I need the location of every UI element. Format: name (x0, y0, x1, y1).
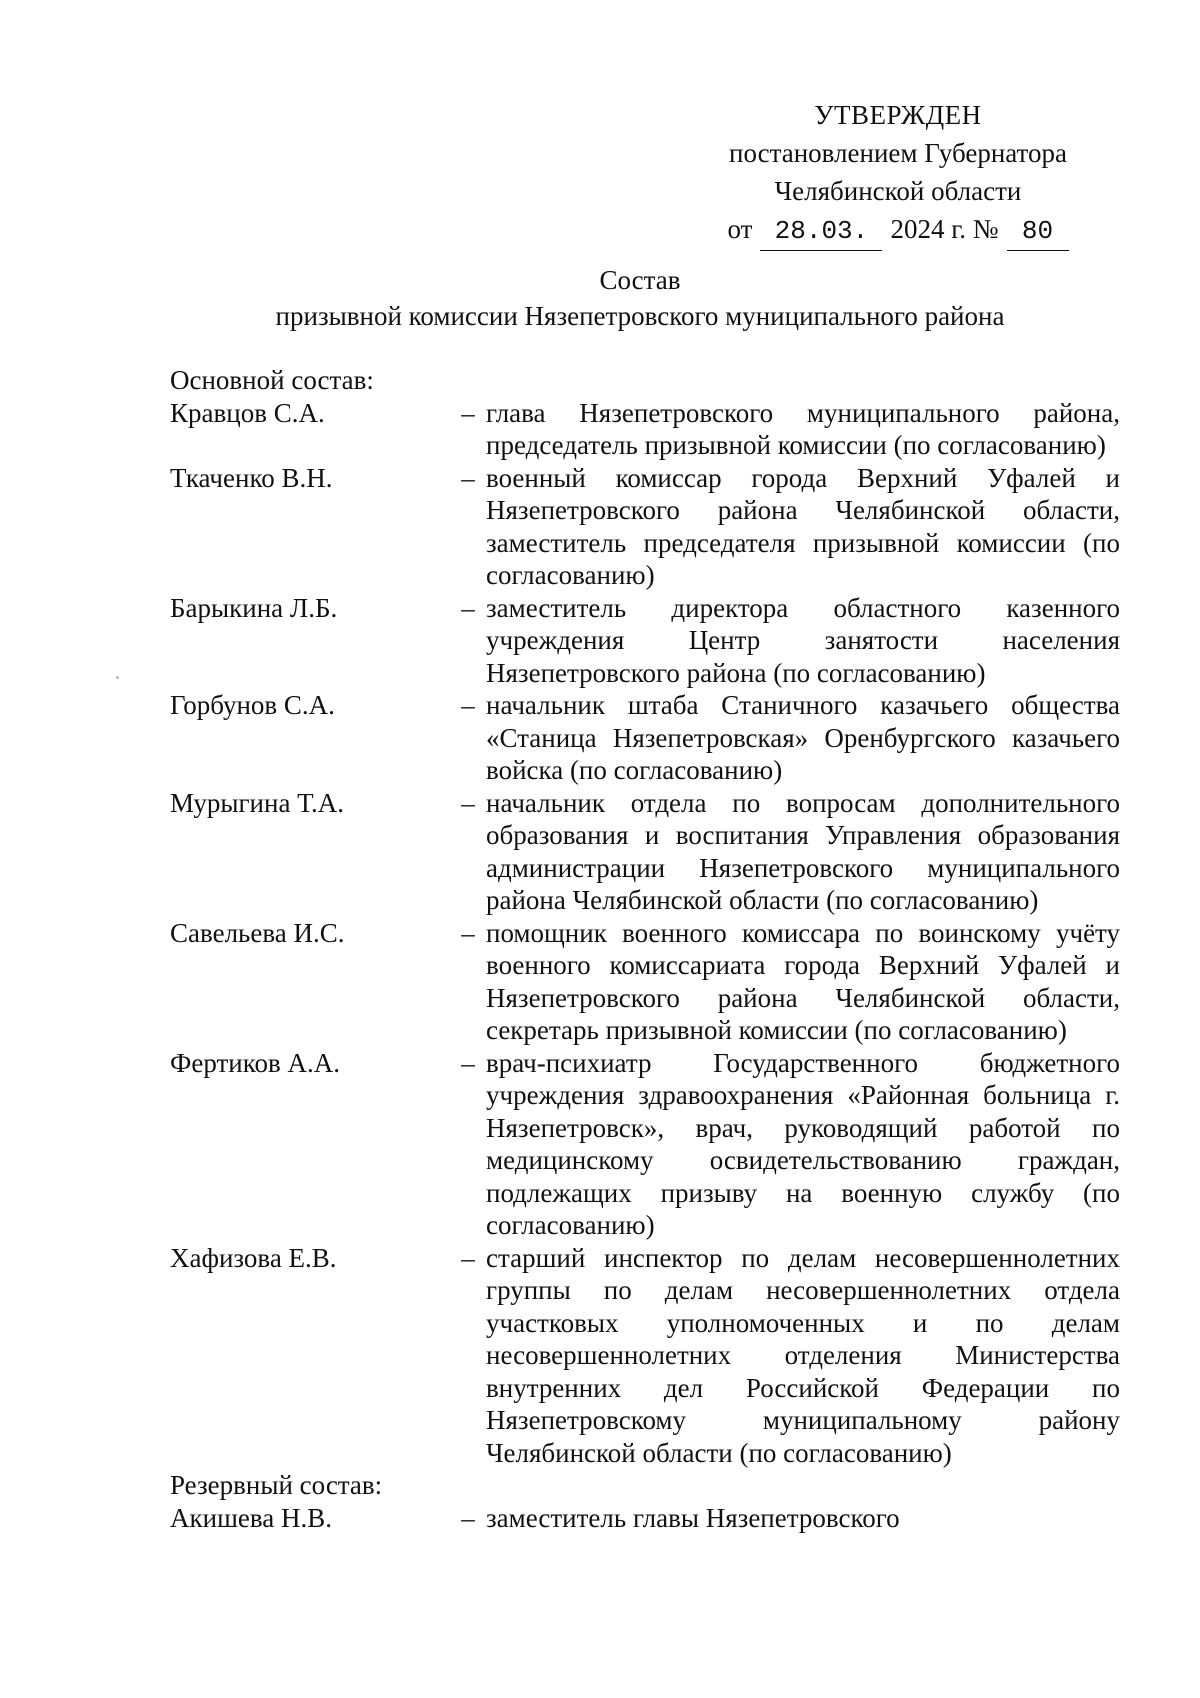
member-row (170, 1502, 1120, 1535)
member-role: заместитель директора областного казенного учреждения Центр занятости населения Нязепетровского района (по согласованию) (486, 592, 1120, 688)
member-name: Кравцов С.А. (170, 397, 325, 428)
member-name: Горбунов С.А. (170, 690, 335, 720)
member-row (170, 1047, 1120, 1242)
member-dash: – (461, 1242, 475, 1273)
approval-year-text: 2024 г. № (890, 214, 999, 244)
title-line-2: призывной комиссии Нязепетровского муниципального района (275, 301, 1005, 331)
member-role: помощник военного комиссара по воинскому учёту военного комиссариата города Верхний Уфалей и Нязепетровского района Челябинской области, секретарь призывной комиссии (по согласованию) (486, 917, 1120, 1045)
reserve-section-label: Резервный состав: (170, 1470, 383, 1500)
member-dash: – (461, 1502, 475, 1533)
scan-artifact (116, 676, 119, 679)
commission-composition (170, 364, 1120, 1534)
member-dash: – (461, 592, 475, 623)
member-row (170, 397, 1120, 462)
reserve-members-list (170, 1502, 1120, 1535)
approval-from-word: от (727, 214, 753, 244)
approval-stamp: УТВЕРЖДЕН (814, 100, 982, 130)
member-row (170, 689, 1120, 787)
member-name: Хафизова Е.В. (170, 1242, 337, 1273)
member-name: Мурыгина Т.А. (170, 787, 344, 818)
member-role: начальник штаба Станичного казачьего общества «Станица Нязепетровская» Оренбургского казачьего войска (по согласованию) (486, 690, 1120, 785)
member-name: Ткаченко В.Н. (170, 462, 333, 493)
main-section-label: Основной состав: (170, 365, 374, 395)
member-role: заместитель главы Нязепетровского (486, 1502, 900, 1533)
member-name: Барыкина Л.Б. (170, 592, 338, 623)
member-name: Савельева И.С. (170, 917, 345, 948)
member-role: военный комиссар города Верхний Уфалей и Нязепетровского района Челябинской области, заместитель председателя призывной комиссии (по согласованию) (486, 462, 1120, 590)
member-row (170, 1242, 1120, 1470)
member-row (170, 592, 1120, 690)
document-title (0, 262, 1200, 334)
approval-number-fill: 80 (1007, 212, 1069, 251)
member-dash: – (461, 787, 475, 818)
member-name: Акишева Н.В. (170, 1502, 332, 1533)
member-role: глава Нязепетровского муниципального района, председатель призывной комиссии (по согласованию) (486, 397, 1120, 460)
approval-line-2: Челябинской области (774, 176, 1022, 206)
member-row (170, 462, 1120, 592)
member-role: начальник отдела по вопросам дополнительного образования и воспитания Управления образования администрации Нязепетровского муниципального района Челябинской области (по согласованию) (486, 787, 1120, 915)
member-dash: – (461, 1047, 475, 1078)
member-row (170, 787, 1120, 917)
member-role: старший инспектор по делам несовершеннолетних группы по делам несовершеннолетних отдела участковых уполномоченных и по делам несовершеннолетних отделения Министерства внутренних дел Российской Федерации по Нязепетровскому муниципальному району Челябинской области (по согласованию) (486, 1242, 1120, 1468)
member-dash: – (461, 917, 475, 948)
member-role: врач-психиатр Государственного бюджетного учреждения здравоохранения «Районная больница г. Нязепетровск», врач, руководящий работой по медицинскому освидетельствованию граждан, подлежащих призыву на военную службу (по согласованию) (486, 1047, 1120, 1240)
member-row (170, 917, 1120, 1047)
member-dash: – (461, 690, 475, 720)
title-line-1: Состав (599, 265, 681, 295)
member-name: Фертиков А.А. (170, 1047, 340, 1078)
member-dash: – (461, 462, 475, 493)
main-members-list (170, 397, 1120, 1470)
member-dash: – (461, 397, 475, 428)
approval-date-fill: 28.03. (760, 212, 882, 251)
approval-date-line (688, 210, 1108, 251)
approval-block (688, 96, 1108, 251)
approval-line-1: постановлением Губернатора (729, 138, 1067, 168)
